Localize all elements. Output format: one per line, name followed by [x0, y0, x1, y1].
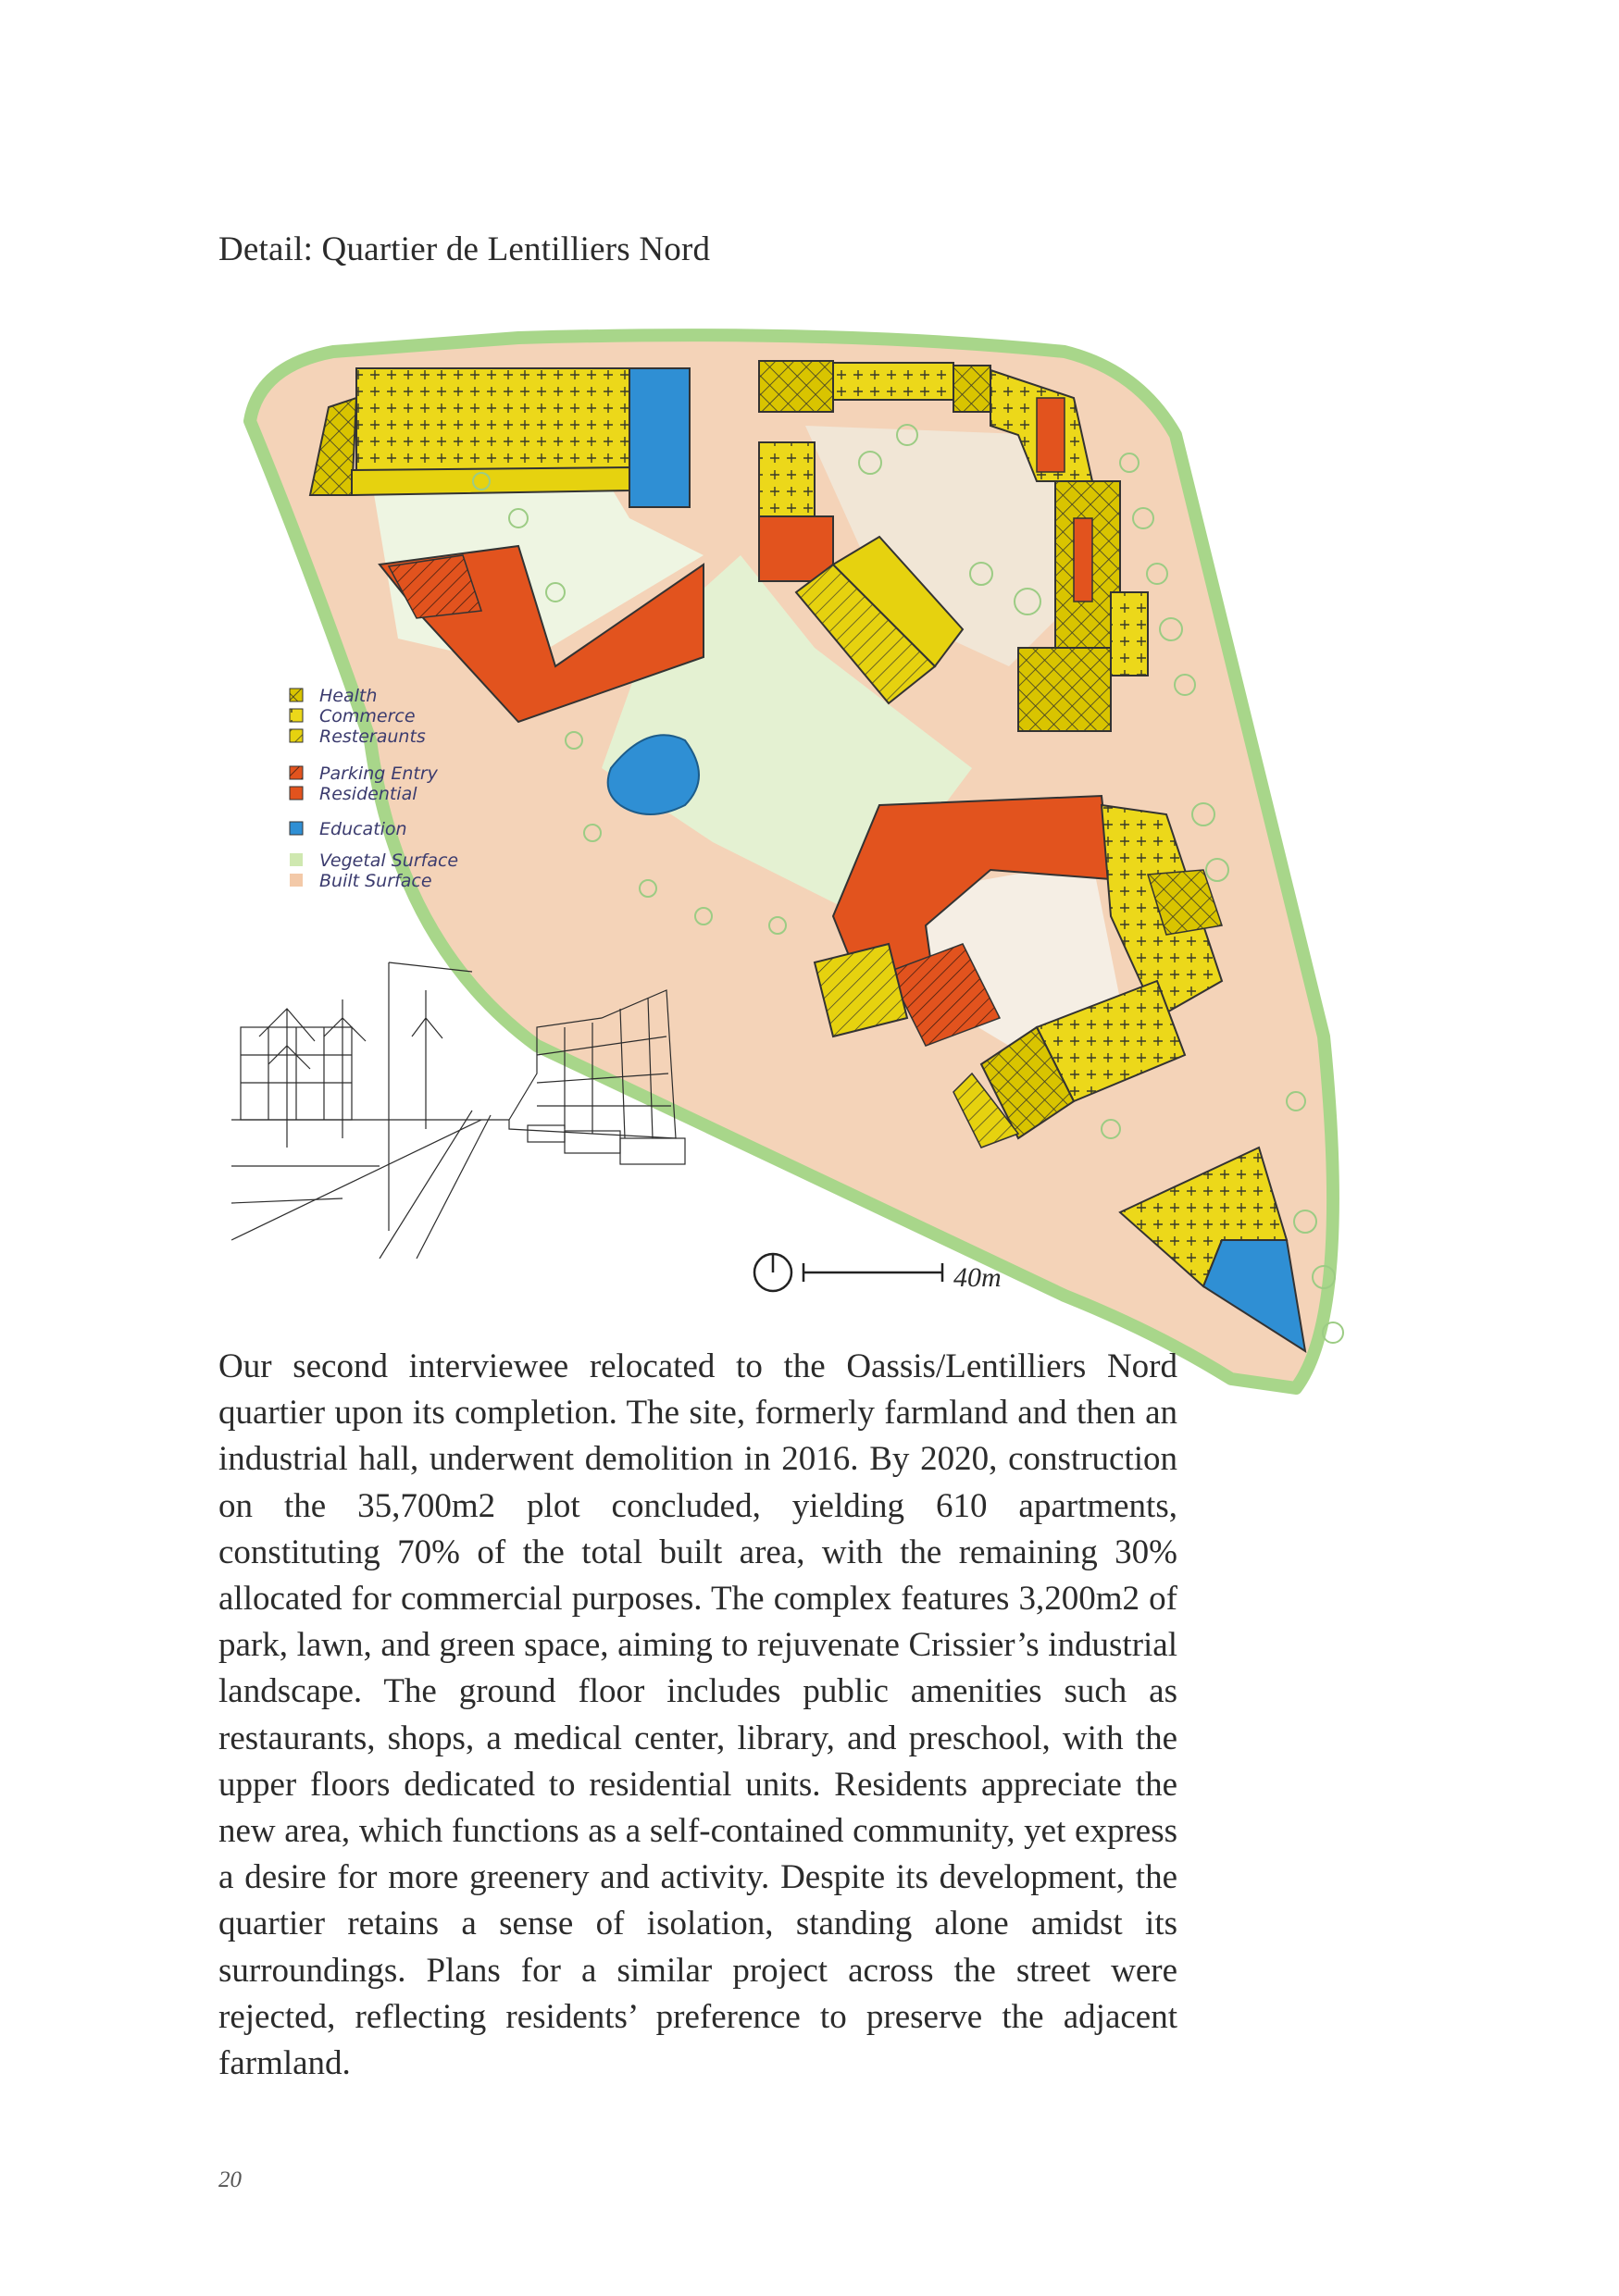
ne-block-east-red	[1074, 518, 1092, 602]
ne-block-east-tail	[1111, 592, 1148, 676]
ne-block-se-corner	[1018, 648, 1111, 731]
legend-label-commerce: Commerce	[319, 706, 416, 726]
legend-label-residential: Residential	[319, 784, 417, 804]
legend-swatch-education	[290, 822, 303, 835]
legend-swatch-residential	[290, 787, 303, 800]
page-title: Detail: Quartier de Lentilliers Nord	[218, 230, 711, 268]
nw-block-commerce	[356, 368, 634, 470]
legend-swatch-parking-entry	[290, 766, 303, 779]
scale-label: 40m	[953, 1262, 1002, 1293]
legend-label-education: Education	[319, 819, 407, 839]
legend-swatch-commerce	[290, 709, 303, 722]
ne-block-commerce	[833, 363, 953, 400]
legend-label-restaurants: Resteraunts	[319, 726, 426, 747]
page-number: 20	[218, 2167, 242, 2192]
ne-block-west-residential	[759, 516, 833, 581]
ne-block-health	[759, 361, 833, 412]
body-paragraph: Our second interviewee relocated to the Oassis/Lentilliers Nord quartier upon its completion. The site, formerly farmland and then an industrial hall, underwent demolition in 2016. By 2020, construction on the 35,700m2 plot concluded, yielding 610 apartments, constituting 70% of the total built area, with the remaining 30% allocated for commercial purposes. The complex features 3,200m2 of park, lawn, and green space, aiming to rejuvenate Crissier’s industrial landscape. The ground floor includes public amenities such as restaurants, shops, a medical center, library, and preschool, with the upper floors dedicated to residential units. Residents appreciate the new area, which functions as a self-contained community, yet express a desire for more greenery and activity. Despite its development, the quartier retains a sense of isolation, standing alone amidst its surroundings. Plans for a similar project across the street were rejected, reflecting residents’ preference to preserve the adjacent farmland.	[218, 1347, 1177, 2083]
ne-block-health-2	[953, 366, 990, 412]
north-arrow-icon	[754, 1254, 791, 1291]
legend-label-vegetal-surface: Vegetal Surface	[319, 850, 459, 871]
legend-label-parking-entry: Parking Entry	[319, 763, 438, 784]
legend-label-built-surface: Built Surface	[319, 871, 432, 891]
legend-swatch-vegetal-surface	[290, 853, 303, 866]
legend-swatch-built-surface	[290, 874, 303, 887]
scale-bar	[803, 1263, 942, 1282]
ne-block-west-commerce	[759, 442, 815, 516]
legend-swatch-health	[290, 689, 303, 701]
legend-swatch-restaurants	[290, 729, 303, 742]
legend-label-health: Health	[319, 686, 378, 706]
ne-block-red-strip	[1037, 398, 1065, 472]
nw-block-education	[629, 368, 690, 507]
street-perspective-sketch	[231, 953, 750, 1259]
